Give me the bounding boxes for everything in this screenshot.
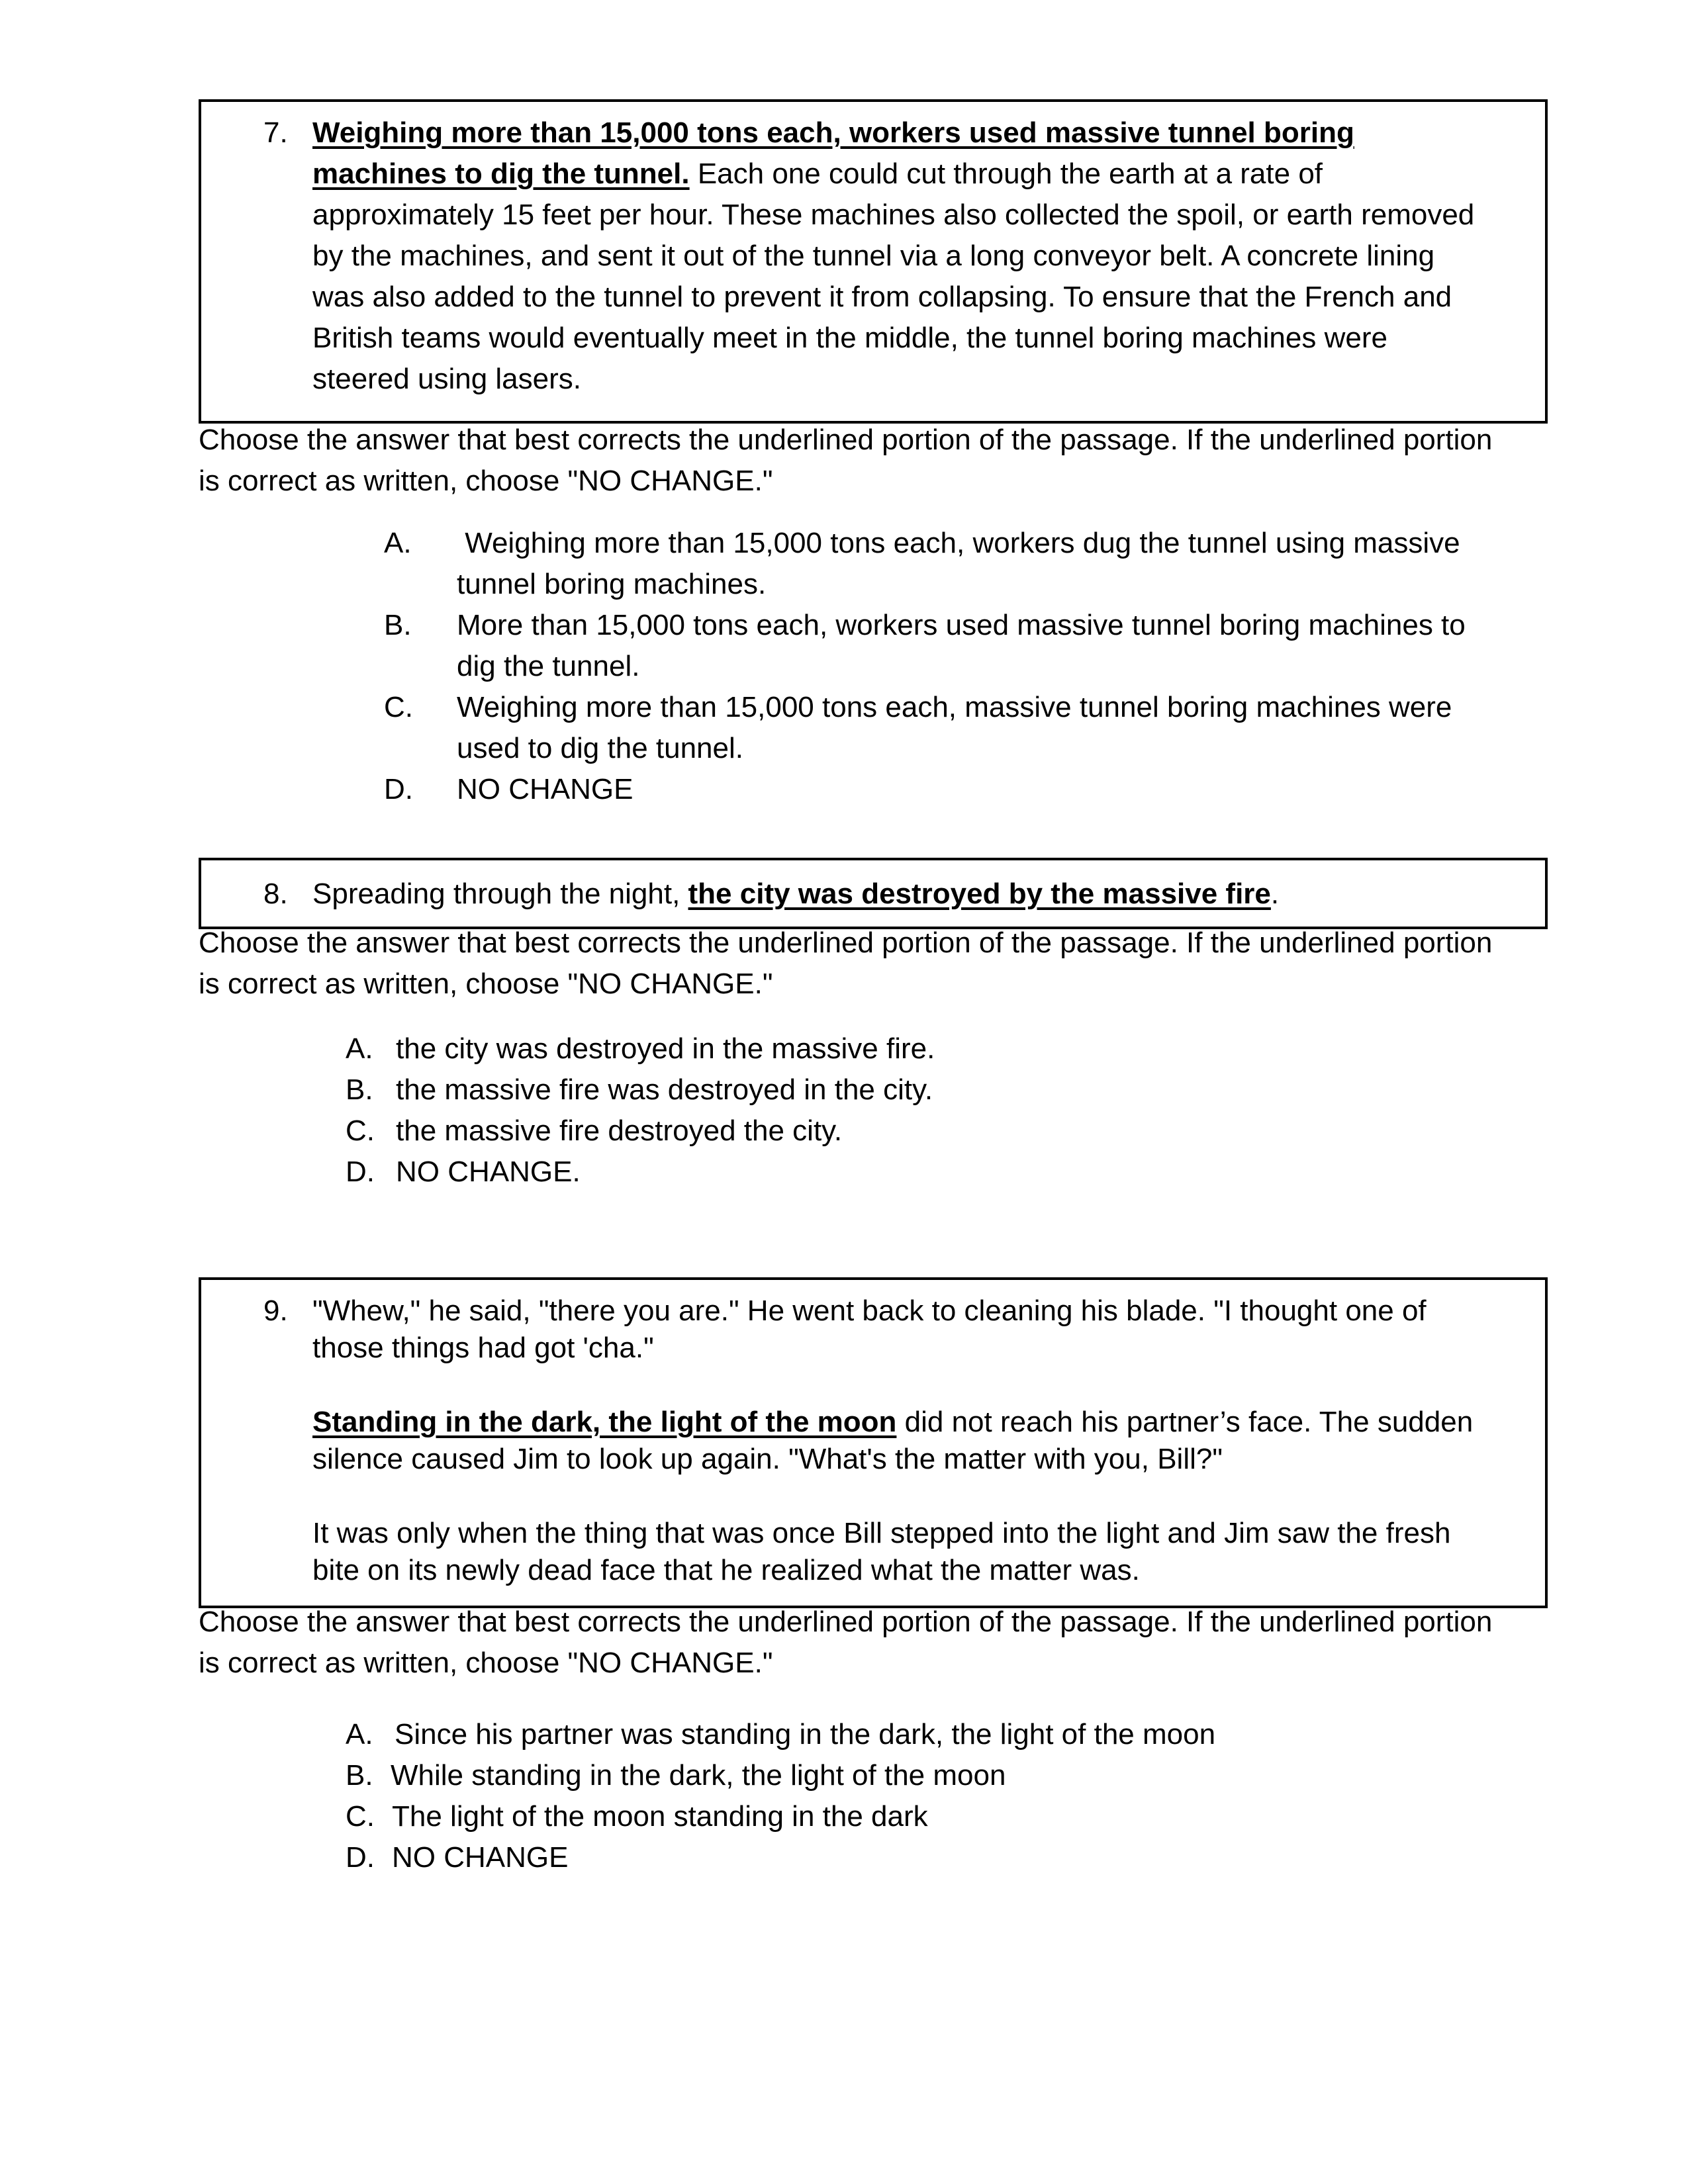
answer-option-b-label[interactable]: B. xyxy=(346,1073,373,1106)
underlined-portion: machines to dig the tunnel. xyxy=(312,158,690,190)
instruction-text: Choose the answer that best corrects the underlined portion of the passage. If the underlined portion xyxy=(199,927,1493,959)
answer-option-b[interactable]: the massive fire was destroyed in the city. xyxy=(396,1073,933,1106)
answer-option-c[interactable]: The light of the moon standing in the dark xyxy=(392,1800,928,1833)
question-number: 9. xyxy=(263,1295,288,1327)
answer-option-b-label[interactable]: B. xyxy=(346,1759,373,1792)
passage-text: Spreading through the night, xyxy=(312,878,688,910)
answer-option-a-label[interactable]: A. xyxy=(346,1718,373,1751)
passage-line: "Whew," he said, "there you are." He went back to cleaning his blade. "I thought one of xyxy=(312,1295,1427,1327)
passage-line: British teams would eventually meet in the middle, the tunnel boring machines were xyxy=(312,322,1387,354)
underlined-portion: the city was destroyed by the massive fire xyxy=(688,878,1271,910)
answer-option-a-label[interactable]: A. xyxy=(346,1032,373,1065)
answer-option-d-label[interactable]: D. xyxy=(346,1841,375,1874)
answer-option-c[interactable]: Weighing more than 15,000 tons each, massive tunnel boring machines were xyxy=(457,691,1452,723)
answer-option-d-label[interactable]: D. xyxy=(384,773,413,805)
passage-line: was also added to the tunnel to prevent it from collapsing. To ensure that the French and xyxy=(312,281,1452,313)
passage-line: bite on its newly dead face that he realized what the matter was. xyxy=(312,1554,1140,1586)
answer-option-d[interactable]: NO CHANGE xyxy=(392,1841,569,1874)
answer-option-b[interactable]: While standing in the dark, the light of the moon xyxy=(391,1759,1006,1792)
question-number: 7. xyxy=(263,116,288,149)
answer-option-a[interactable]: Weighing more than 15,000 tons each, workers dug the tunnel using massive xyxy=(457,527,1460,559)
answer-option-b-cont: dig the tunnel. xyxy=(457,650,640,682)
instruction-text: Choose the answer that best corrects the underlined portion of the passage. If the underlined portion xyxy=(199,1606,1493,1638)
answer-option-a[interactable]: Since his partner was standing in the dark, the light of the moon xyxy=(395,1718,1216,1751)
passage-line: silence caused Jim to look up again. "What's the matter with you, Bill?" xyxy=(312,1443,1223,1475)
passage-line xyxy=(312,1402,1473,1443)
answer-option-a-label[interactable]: A. xyxy=(384,527,412,559)
passage-text: . xyxy=(1270,878,1280,910)
instruction-text: Choose the answer that best corrects the underlined portion of the passage. If the underlined portion xyxy=(199,424,1493,456)
passage-line: It was only when the thing that was once Bill stepped into the light and Jim saw the fresh xyxy=(312,1517,1451,1549)
answer-option-a-cont: tunnel boring machines. xyxy=(457,568,767,600)
answer-option-b[interactable]: More than 15,000 tons each, workers used massive tunnel boring machines to xyxy=(457,609,1466,641)
passage-line: by the machines, and sent it out of the tunnel via a long conveyor belt. A concrete lining xyxy=(312,240,1435,272)
answer-option-a[interactable]: the city was destroyed in the massive fire. xyxy=(396,1032,935,1065)
answer-option-d[interactable]: NO CHANGE. xyxy=(396,1156,581,1188)
answer-option-b-label[interactable]: B. xyxy=(384,609,412,641)
instruction-text: is correct as written, choose "NO CHANGE." xyxy=(199,1647,773,1679)
underlined-portion: Standing in the dark, the light of the moon xyxy=(312,1406,897,1438)
answer-option-c-cont: used to dig the tunnel. xyxy=(457,732,743,764)
answer-option-c-label[interactable]: C. xyxy=(384,691,413,723)
passage-line xyxy=(312,154,1323,195)
passage-text: did not reach his partner’s face. The sudden xyxy=(896,1406,1474,1438)
answer-option-d[interactable]: NO CHANGE xyxy=(457,773,633,805)
passage-line xyxy=(312,874,1279,915)
passage-line xyxy=(312,113,1354,154)
passage-text: Each one could cut through the earth at a rate of xyxy=(689,158,1323,190)
answer-option-c[interactable]: the massive fire destroyed the city. xyxy=(396,1115,843,1147)
passage-line: steered using lasers. xyxy=(312,363,581,395)
answer-option-c-label[interactable]: C. xyxy=(346,1800,375,1833)
answer-option-c-label[interactable]: C. xyxy=(346,1115,375,1147)
question-number: 8. xyxy=(263,878,288,910)
instruction-text: is correct as written, choose "NO CHANGE." xyxy=(199,465,773,497)
passage-line: those things had got 'cha." xyxy=(312,1332,654,1364)
instruction-text: is correct as written, choose "NO CHANGE." xyxy=(199,968,773,1000)
passage-line: approximately 15 feet per hour. These machines also collected the spoil, or earth removed xyxy=(312,199,1475,231)
underlined-portion: Weighing more than 15,000 tons each, workers used massive tunnel boring xyxy=(312,116,1354,149)
answer-option-d-label[interactable]: D. xyxy=(346,1156,375,1188)
